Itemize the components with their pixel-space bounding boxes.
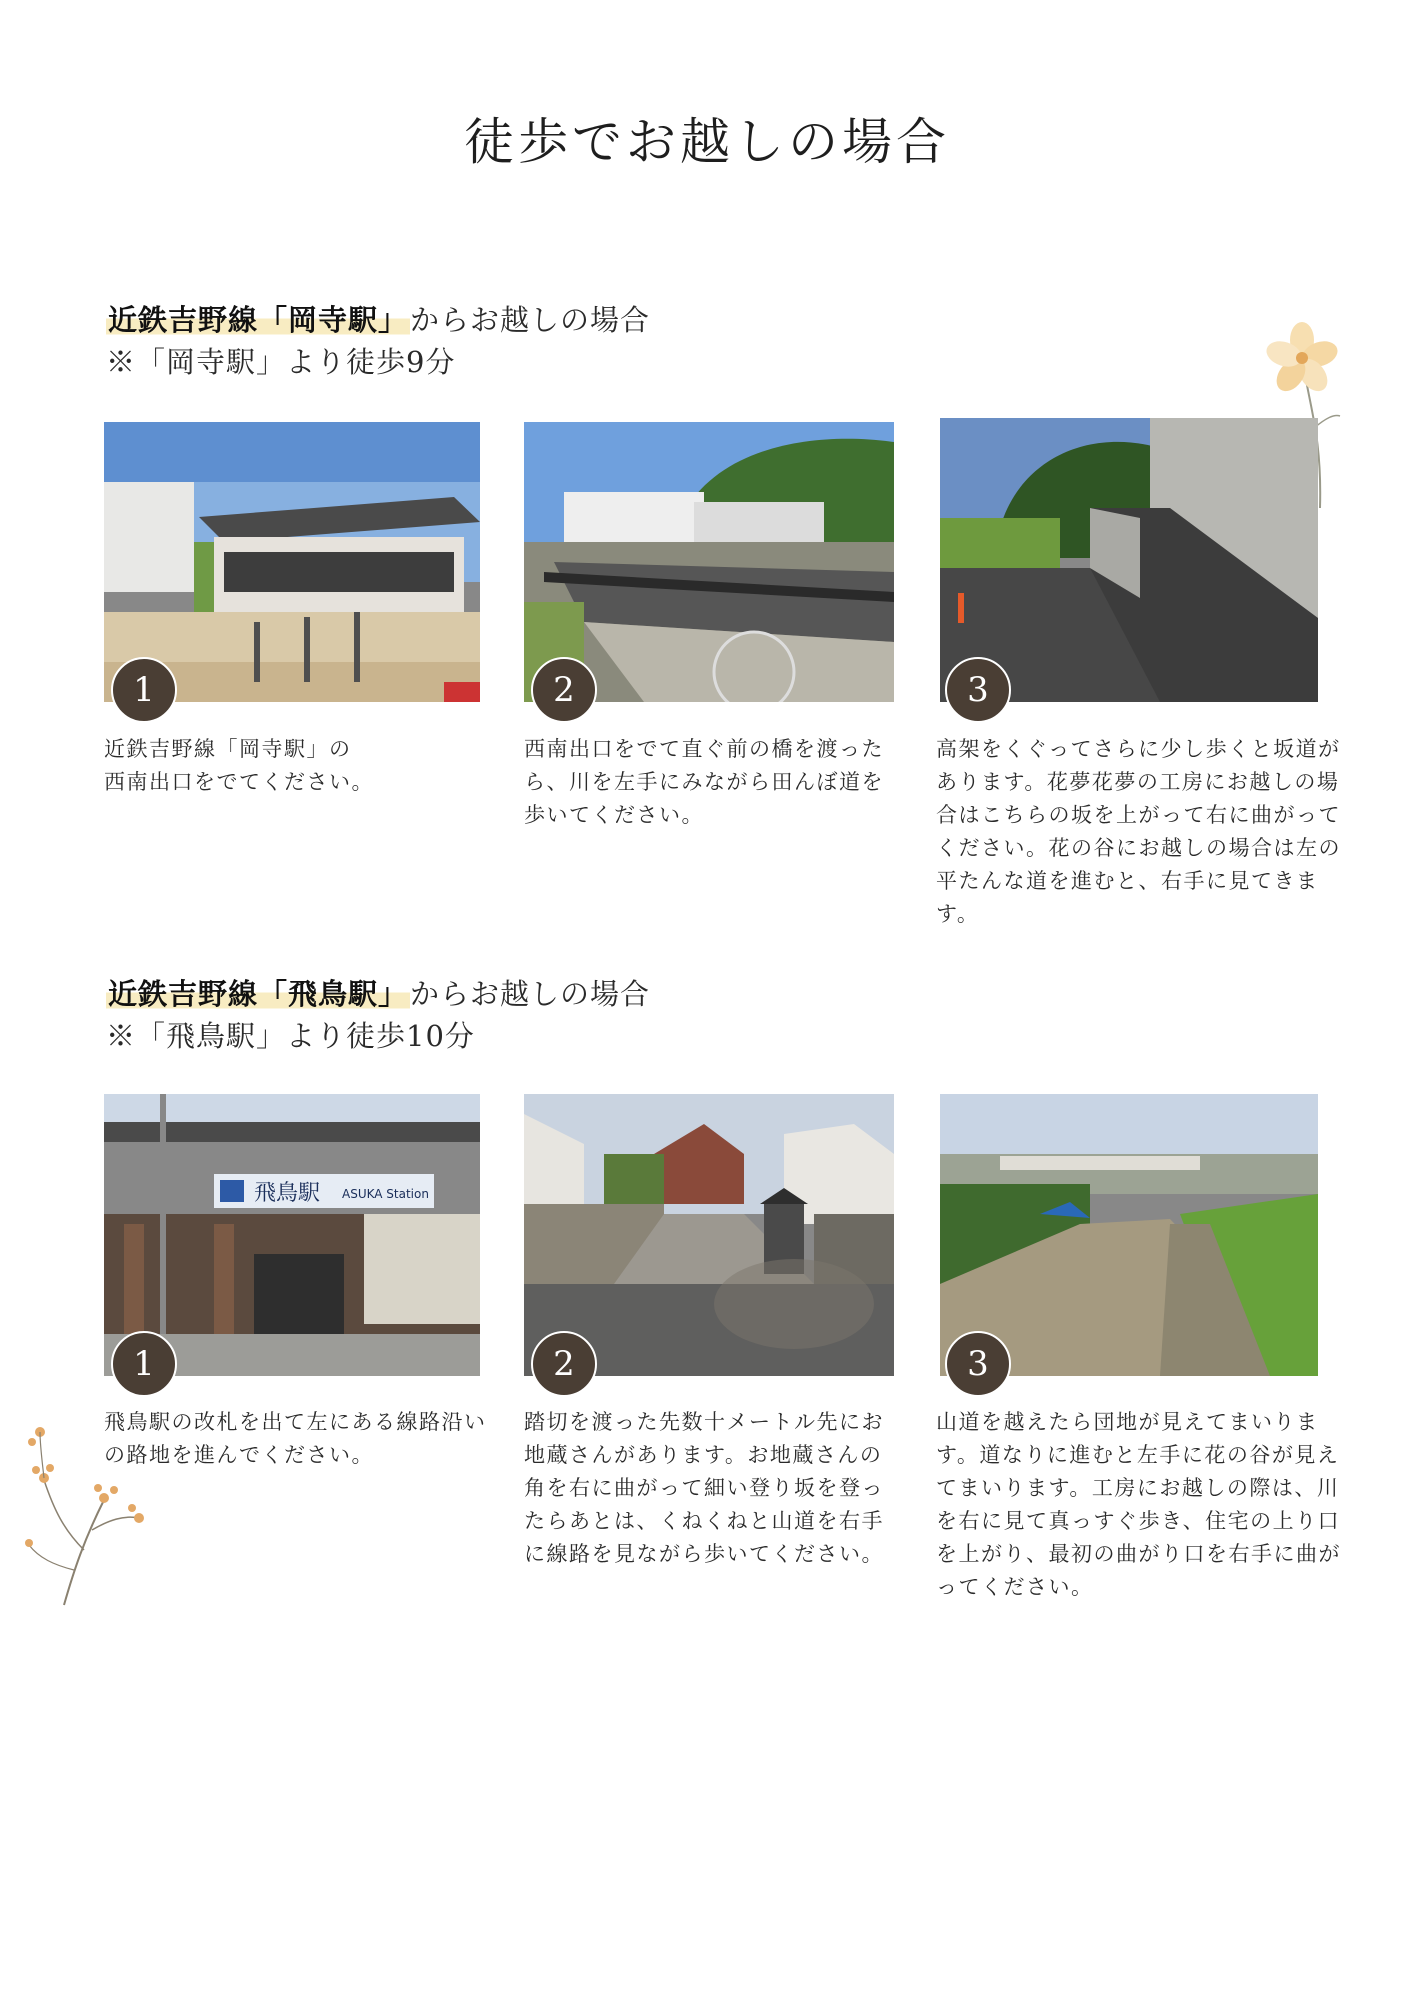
section-heading-asuka [106, 972, 650, 1013]
photo-slope [940, 418, 1318, 702]
photo-okadera-station [104, 422, 480, 702]
walking-time-note: ※「岡寺駅」より徒歩9分 [106, 345, 456, 379]
photo-jizo-crossroad [524, 1094, 894, 1376]
step-number-badge: 1 [111, 1331, 177, 1397]
walking-time-note: ※「飛鳥駅」より徒歩10分 [106, 1019, 475, 1053]
dried-flower-decoration-icon [14, 1420, 154, 1614]
photo-asuka-station [104, 1094, 480, 1376]
step-number-badge: 3 [945, 657, 1011, 723]
step-caption: 高架をくぐってさらに少し歩くと坂道があります。花夢花夢の工房にお越しの場合はこちらの坂を上がって右に曲がってください。花の谷にお越しの場合は左の平たんな道を進むと、右手に見てきます。 [936, 737, 1341, 926]
step-number-badge: 1 [111, 657, 177, 723]
station-name-highlight: 近鉄吉野線「飛鳥駅」 [108, 977, 409, 1011]
step-caption: 西南出口をでて直ぐ前の橋を渡ったら、川を左手にみながら田んぼ道を歩いてください。 [524, 737, 884, 827]
step-number-badge: 2 [531, 1331, 597, 1397]
section-heading-okadera [106, 298, 650, 339]
step-caption: 踏切を渡った先数十メートル先にお地蔵さんがあります。お地蔵さんの角を右に曲がって細い登り坂を登ったらあとは、くねくねと山道を右手に線路を見ながら歩いてください。 [524, 1410, 884, 1566]
photo-mountain-path [940, 1094, 1318, 1376]
page-title: 徒歩でお越しの場合 [464, 113, 950, 171]
heading-suffix: からお越しの場合 [410, 303, 651, 337]
step-number-badge: 3 [945, 1331, 1011, 1397]
heading-suffix: からお越しの場合 [410, 977, 651, 1011]
step-caption: 近鉄吉野線「岡寺駅」の 西南出口をでてください。 [104, 737, 374, 794]
station-sign-romaji: ASUKA Station [342, 1187, 429, 1201]
step-number-badge: 2 [531, 657, 597, 723]
step-caption: 飛鳥駅の改札を出て左にある線路沿いの路地を進んでください。 [104, 1410, 487, 1467]
step-caption: 山道を越えたら団地が見えてまいります。道なりに進むと左手に花の谷が見えてまいります。工房にお越しの際は、川を右に見て真っすぐ歩き、住宅の上り口を上がり、最初の曲がり口を右手に曲がってください。 [936, 1410, 1341, 1599]
station-sign-name: 飛鳥駅 [254, 1181, 321, 1206]
station-name-highlight: 近鉄吉野線「岡寺駅」 [108, 303, 409, 337]
